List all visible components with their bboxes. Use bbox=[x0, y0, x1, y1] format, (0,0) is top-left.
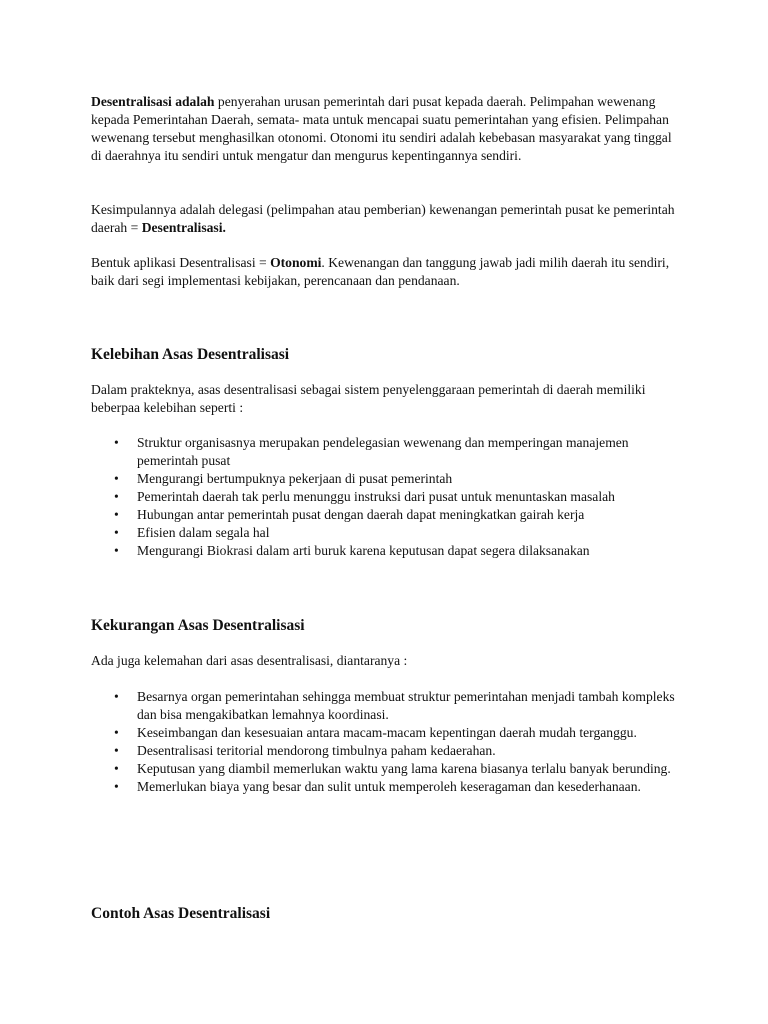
application-text: Bentuk aplikasi Desentralisasi = bbox=[91, 255, 271, 270]
conclusion-term: Desentralisasi. bbox=[141, 220, 226, 235]
intro-paragraph-definition bbox=[91, 93, 681, 165]
bullet-icon: • bbox=[114, 725, 119, 740]
list-item-text: Besarnya organ pemerintahan sehingga membuat struktur pemerintahan menjadi tambah kompleks dan bisa mengakibatkan lemahnya koordinasi. bbox=[137, 689, 675, 722]
kekurangan-list bbox=[91, 688, 681, 796]
kelebihan-intro: Dalam prakteknya, asas desentralisasi sebagai sistem penyelenggaraan pemerintah di daerah memiliki beberpaa kelebihan seperti : bbox=[91, 382, 646, 415]
list-item-text: Mengurangi Biokrasi dalam arti buruk karena keputusan dapat segera dilaksanakan bbox=[137, 543, 590, 558]
list-item-text: Hubungan antar pemerintah pusat dengan daerah dapat meningkatkan gairah kerja bbox=[137, 507, 585, 522]
list-item bbox=[91, 688, 681, 724]
bullet-icon: • bbox=[114, 543, 119, 558]
list-item-text: Desentralisasi teritorial mendorong timbulnya paham kedaerahan. bbox=[137, 743, 496, 758]
application-term: Otonomi bbox=[270, 255, 322, 270]
heading-kelebihan: Kelebihan Asas Desentralisasi bbox=[91, 346, 290, 363]
bullet-icon: • bbox=[114, 761, 119, 776]
list-item-text: Efisien dalam segala hal bbox=[137, 525, 270, 540]
application-rest: . Kewenangan dan tanggung jawab jadi milih daerah itu sendiri, baik dari segi implementasi kebijakan, perencanaan dan pendanaan. bbox=[91, 255, 670, 288]
list-item-text: Keseimbangan dan kesesuaian antara macam-macam kepentingan daerah mudah terganggu. bbox=[137, 725, 637, 740]
list-item-text: Memerlukan biaya yang besar dan sulit untuk memperoleh keseragaman dan kesederhanaan. bbox=[137, 779, 641, 794]
kelebihan-list bbox=[91, 434, 681, 560]
list-item bbox=[91, 742, 681, 760]
list-item bbox=[91, 434, 681, 470]
list-item bbox=[91, 506, 681, 524]
kekurangan-intro: Ada juga kelemahan dari asas desentralisasi, diantaranya : bbox=[91, 653, 408, 668]
list-item bbox=[91, 760, 681, 778]
list-item bbox=[91, 778, 681, 796]
list-item-text: Pemerintah daerah tak perlu menunggu instruksi dari pusat untuk menuntaskan masalah bbox=[137, 489, 615, 504]
intro-term: Desentralisasi adalah bbox=[91, 94, 215, 109]
list-item bbox=[91, 470, 681, 488]
bullet-icon: • bbox=[114, 507, 119, 522]
conclusion-text: Kesimpulannya adalah delegasi (pelimpahan atau pemberian) kewenangan pemerintah pusat ke pemerintah daerah = bbox=[91, 202, 675, 235]
list-item-text: Struktur organisasnya merupakan pendelegasian wewenang dan memperingan manajemen pemerintah pusat bbox=[137, 435, 629, 468]
list-item-text: Mengurangi bertumpuknya pekerjaan di pusat pemerintah bbox=[137, 471, 453, 486]
bullet-icon: • bbox=[114, 435, 119, 450]
intro-definition-text: penyerahan urusan pemerintah dari pusat kepada daerah. Pelimpahan wewenang kepada Pemerintahan Daerah, semata- mata untuk mencapai suatu pemerintahan yang efisien. Pelimpahan wewenang tersebut menghasilkan otonomi. Otonomi itu sendiri adalah kebebasan masyarakat yang tinggal di daerahnya itu sendiri untuk mengatur dan mengurus kepentingannya sendiri. bbox=[91, 94, 672, 163]
bullet-icon: • bbox=[114, 689, 119, 704]
heading-contoh: Contoh Asas Desentralisasi bbox=[91, 905, 271, 922]
list-item-text: Keputusan yang diambil memerlukan waktu yang lama karena biasanya terlalu banyak berunding. bbox=[137, 761, 671, 776]
intro-paragraph-application bbox=[91, 254, 681, 290]
list-item bbox=[91, 724, 681, 742]
bullet-icon: • bbox=[114, 779, 119, 794]
bullet-icon: • bbox=[114, 525, 119, 540]
bullet-icon: • bbox=[114, 743, 119, 758]
list-item bbox=[91, 488, 681, 506]
bullet-icon: • bbox=[114, 489, 119, 504]
list-item bbox=[91, 542, 681, 560]
list-item bbox=[91, 524, 681, 542]
bullet-icon: • bbox=[114, 471, 119, 486]
heading-kekurangan: Kekurangan Asas Desentralisasi bbox=[91, 617, 305, 634]
intro-paragraph-conclusion bbox=[91, 201, 681, 237]
